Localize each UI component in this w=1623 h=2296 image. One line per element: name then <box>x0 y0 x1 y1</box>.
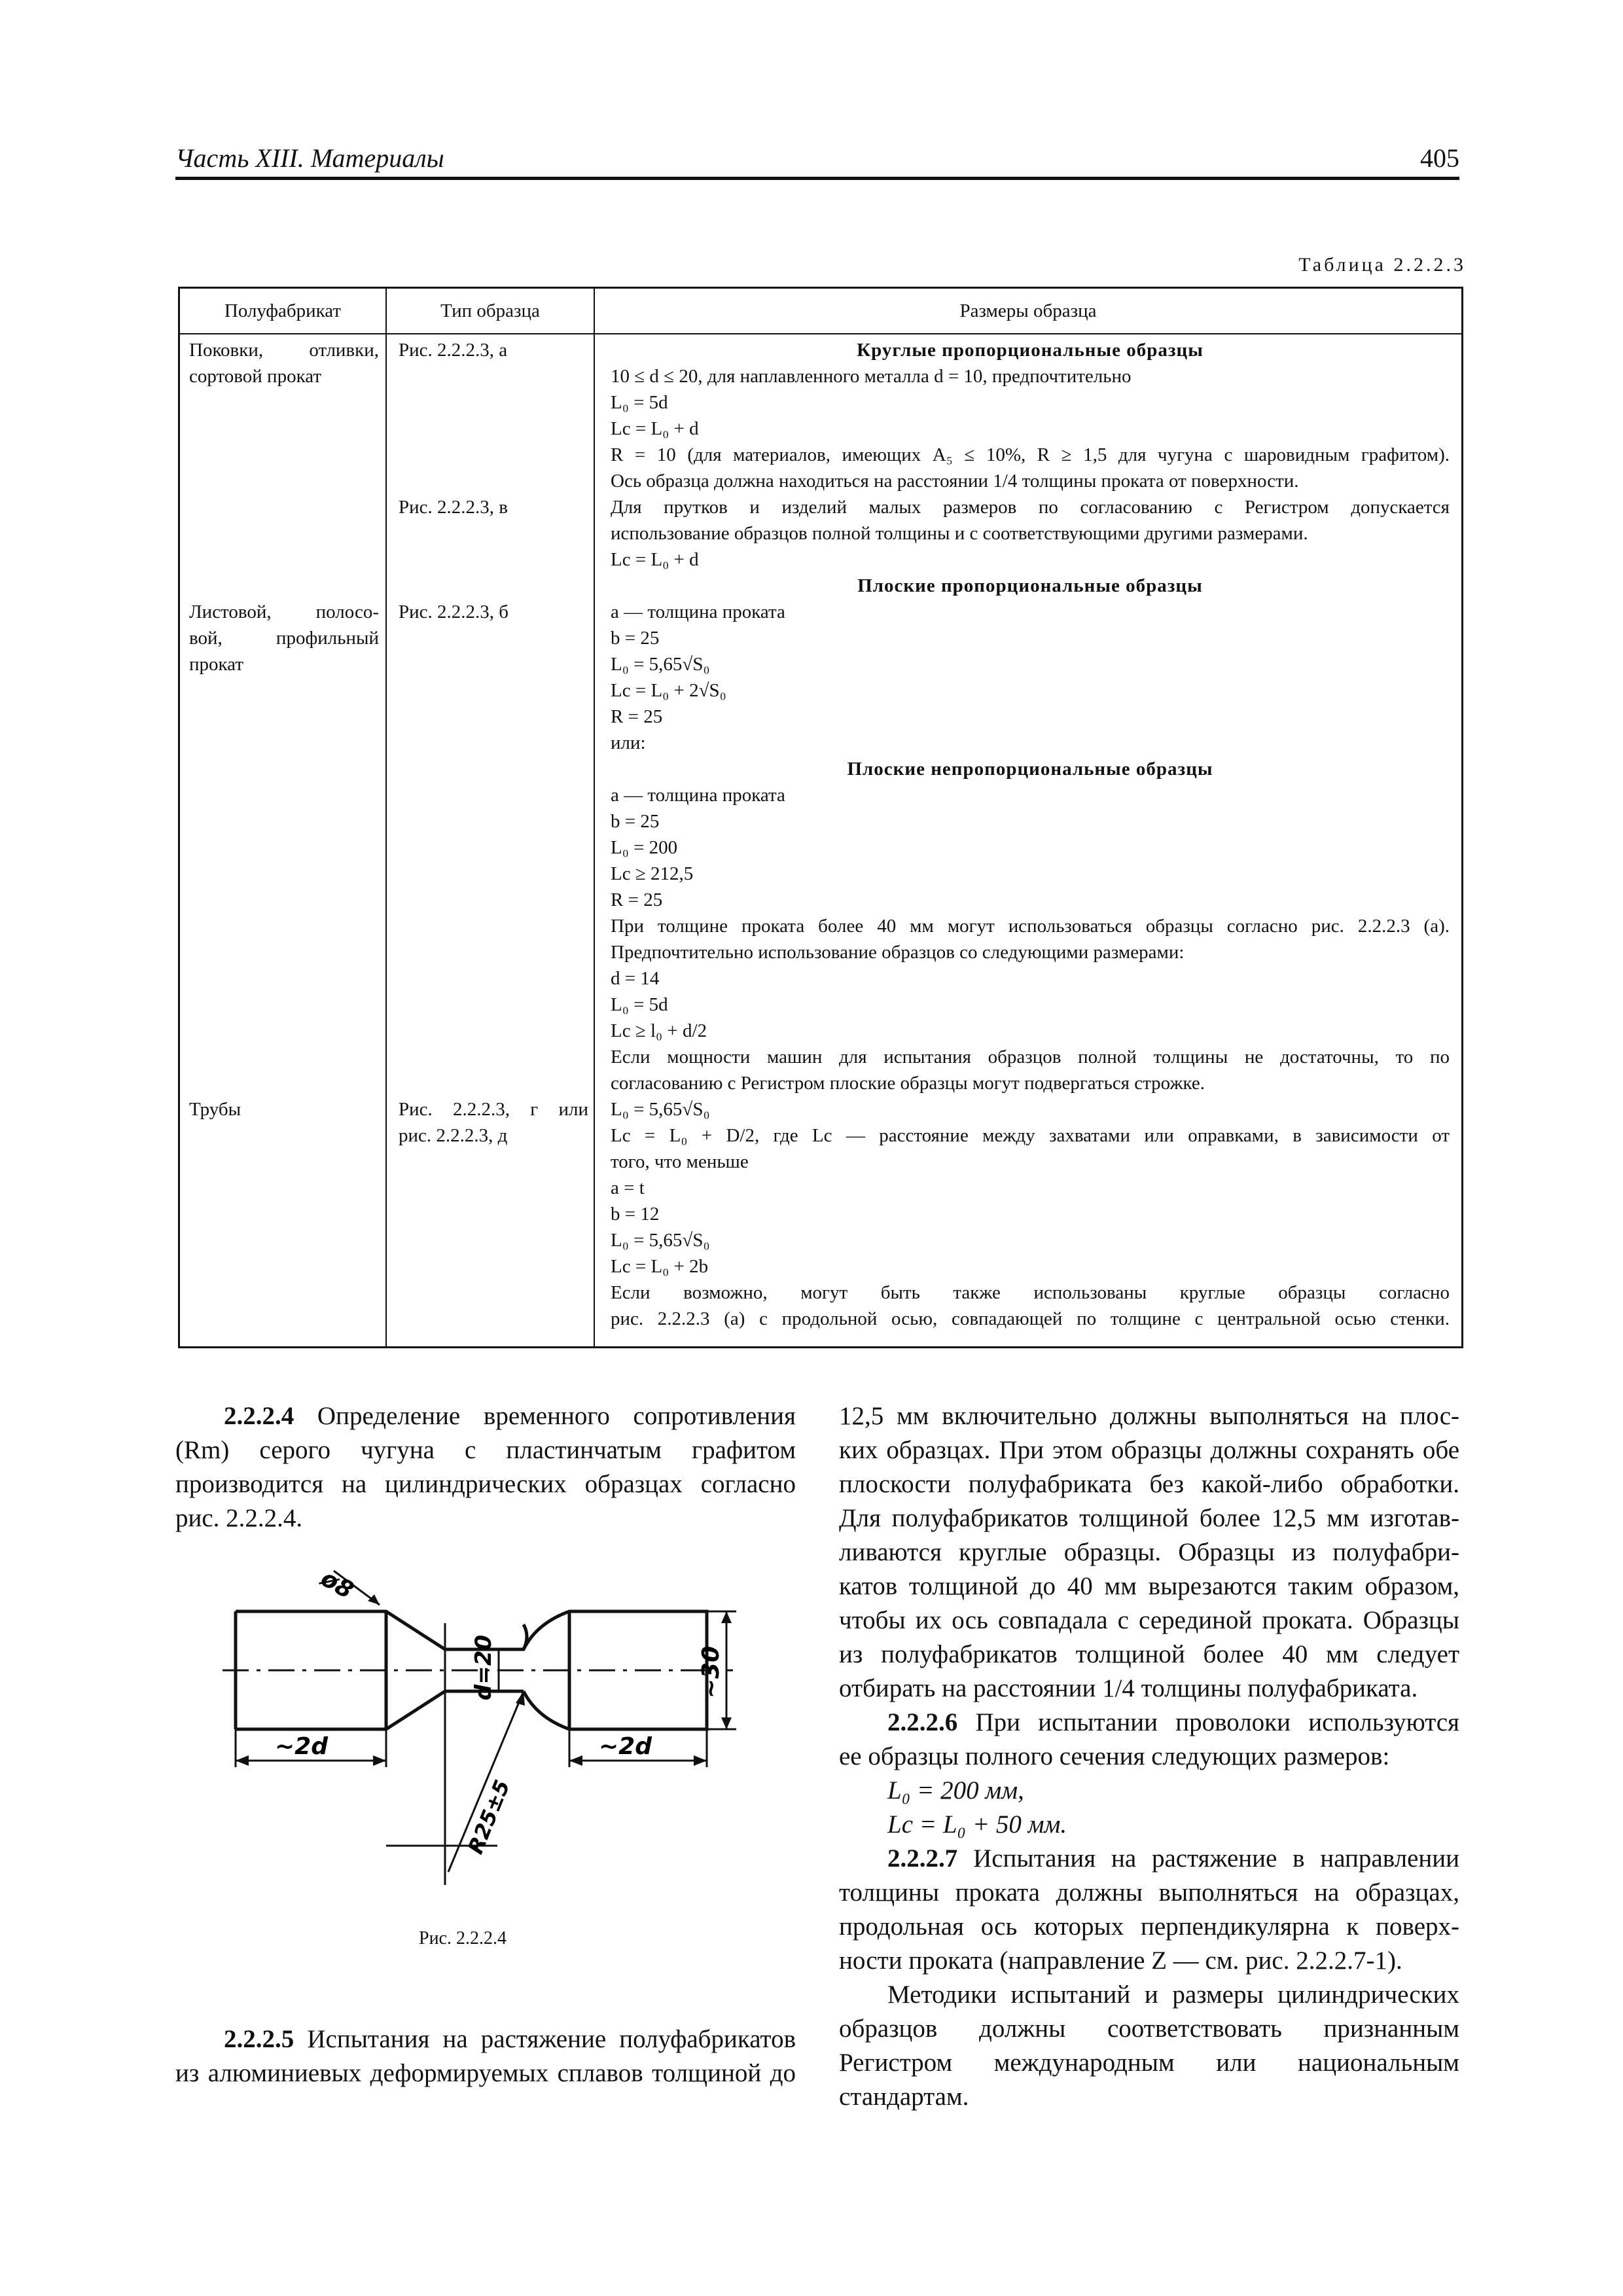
fig-label-left-length: ~2d <box>275 1733 328 1760</box>
paragraph-2-2-2-5: 2.2.2.5 Испытания на растяжение полуфабрикатов из алюминиевых деформируемых сплавов толщиной до <box>175 2025 796 2087</box>
table-header-product: Полуфабрикат <box>224 300 342 321</box>
specimen-type-v: Рис. 2.2.2.3, в <box>399 497 508 518</box>
specimen-type-g-d: Рис. 2.2.2.3, г или рис. 2.2.2.3, д <box>399 1099 588 1146</box>
page-number: 405 <box>1420 143 1459 173</box>
paragraph-2-2-2-4: 2.2.2.4 Определение временного сопротивления (Rm) серого чугуна с пластинчатым графитом производится на цилиндрических образцах согласно рис. 2.2.2.4. <box>175 1402 796 1532</box>
fig-label-height: ~30 <box>698 1645 724 1698</box>
section-number: 2.2.2.5 <box>224 2025 294 2053</box>
fig-label-right-length: ~2d <box>599 1733 652 1760</box>
running-header-title: Часть XIII. Материалы <box>175 143 444 173</box>
table-caption: Таблица 2.2.2.3 <box>1298 254 1466 276</box>
table-header-specimen-type: Тип образца <box>440 300 540 321</box>
section-number: 2.2.2.6 <box>887 1708 958 1736</box>
header-rule <box>175 177 1459 180</box>
dimensions-cell: Круглые пропорциональные образцы 10 ≤ d ≤ 20, для наплавленного металла d = 10, предпочтительно L₀ = 5d Lc = L₀ + d R = 10 (для материалов, имеющих A₅ ≤ 10%, R ≥ 1,5 для чугуна с шаровидным графитом). Ось образца должна находиться на расстоянии 1/4 толщины проката от поверхности. Для прутков и изделий малых размеров по согласованию с Регистром допускается использование образцов полной толщины и с соответствующими другими размерами. Lc = L₀ + d Плоские пропорциональные образцы a — толщина проката b = 25 L₀ = 5,65√S₀ Lc = L₀ + 2√S₀ R = 25 или: Плоские непропорциональные образцы a — толщина проката b = 25 L₀ = 200 Lc ≥ 212,5 R = 25 При толщине проката более 40 мм могут использоваться образцы согласно рис. 2.2.2.3 (а). Предпочтительно использование образцов со следующими размерами: d = 14 L₀ = 5d Lc ≥ l₀ + d/2 Если мощности машин для испытания образцов полной толщины не достаточны, то по согласованию с Регистром плоские образцы могут подвергаться строжке. L₀ = 5,65√S₀ Lc = L₀ + D/2, где Lc — расстояние между захватами или оправками, в зависимости от того, что меньше a = t b = 12 L₀ = 5,65√S₀ Lc = L₀ + 2b Если возможно, могут быть также использованы круглые образцы согласно рис. 2.2.2.3 (а) с продольной осью, совпадающей по толщине с центральной осью стенки. <box>611 340 1450 1329</box>
table-header-dimensions: Размеры образца <box>959 300 1097 321</box>
fig-label-radius: R25±5 <box>463 1776 515 1857</box>
column-divider <box>594 289 595 1346</box>
fig-label-d: d=20 <box>471 1634 497 1700</box>
specimen-type-a: Рис. 2.2.2.3, а <box>399 340 508 361</box>
header-divider <box>180 333 1461 334</box>
figure-caption: Рис. 2.2.2.4 <box>419 1928 507 1948</box>
specimen-drawing <box>223 1558 746 1898</box>
right-column-text: 12,5 мм включительно должны выполняться на плос- ких образцах. При этом образцы должны сохранять обе плоскости полуфабриката без какой-либо обработки. Для полуфабрикатов толщиной более 12,5 мм изготав- ливаются круглые образцы. Образцы из полуфабри- катов толщиной до 40 мм вырезаются таким образом, чтобы их ось совпадала с серединой проката. Образцы из полуфабрикатов толщиной более 40 мм следует отбирать на расстоянии 1/4 толщины полуфабриката. 2.2.2.6 При испытании проволоки используются ее образцы полного сечения следующих размеров: L₀ = 200 мм, Lc = L₀ + 50 мм. 2.2.2.7 Испытания на растяжение в направлении толщины проката должны выполняться на образцах, продольная ось которых перпендикулярна к поверх- ности проката (направление Z — см. рис. 2.2.2.7-1). Методики испытаний и размеры цилиндрических образцов должны соответствовать признанным Регистром международным или национальным стандартам. <box>839 1402 1460 2111</box>
product-cell-forgings: Поковки, отливки, сортовой прокат <box>189 340 379 387</box>
formula-l0: L₀ = 200 мм, <box>887 1776 1024 1804</box>
column-divider <box>385 289 387 1346</box>
product-cell-sheet: Листовой, полосо- вой, профильный прокат <box>189 601 379 675</box>
product-cell-pipes: Трубы <box>189 1099 241 1120</box>
section-number: 2.2.2.7 <box>887 1844 958 1873</box>
specimen-table <box>178 287 1463 1348</box>
specimen-type-b: Рис. 2.2.2.3, б <box>399 601 509 622</box>
fig-label-diameter: ø8 <box>316 1564 358 1605</box>
section-number: 2.2.2.4 <box>224 1402 294 1430</box>
formula-lc: Lc = L₀ + 50 мм. <box>887 1810 1067 1839</box>
